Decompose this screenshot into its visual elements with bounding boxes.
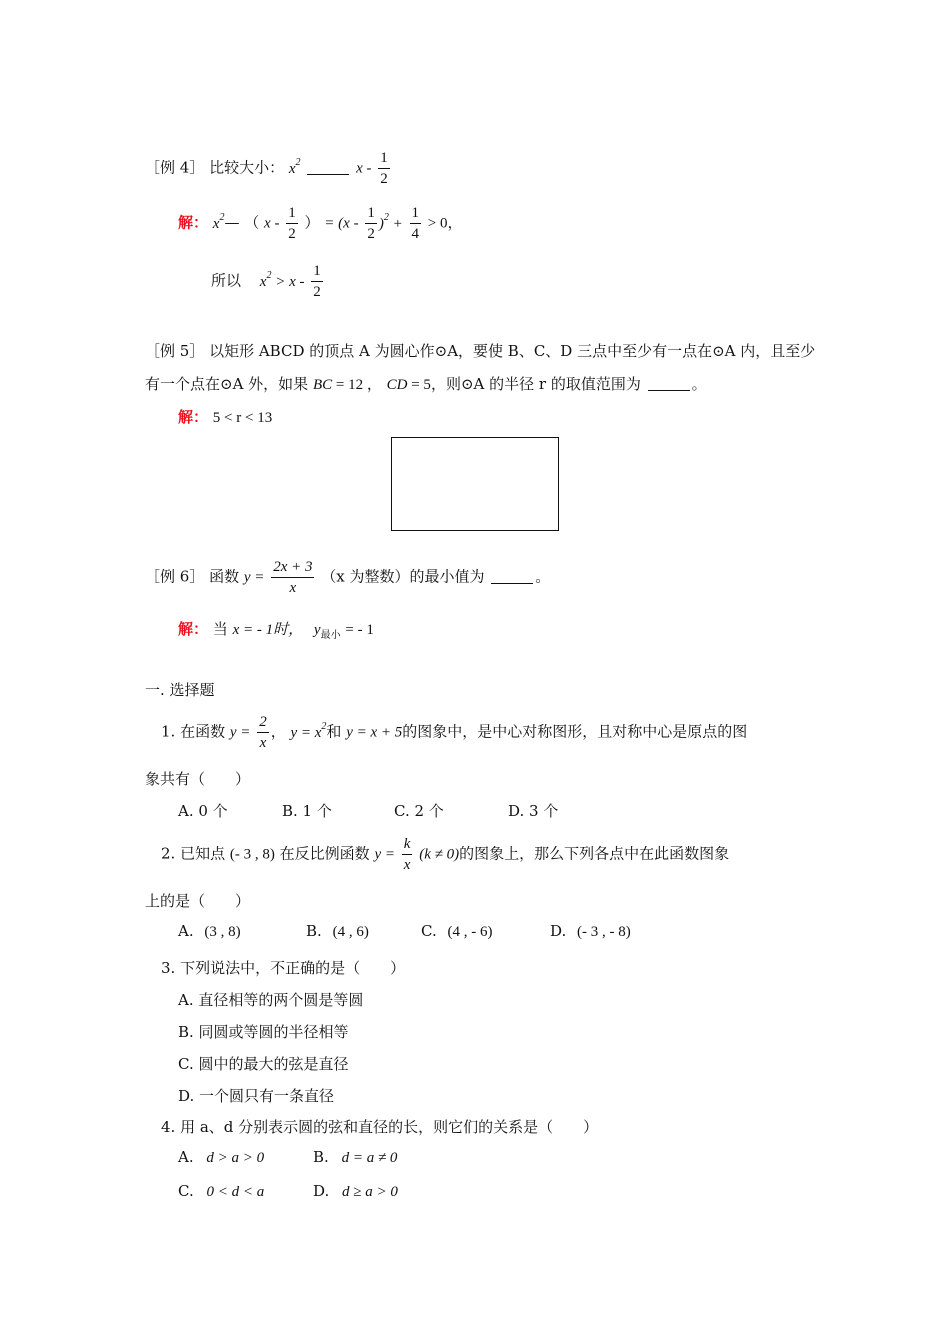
question-2-stem: 2. 已知点 (- 3 , 8) 在反比例函数 y = $\frac{k}{x}$ (k ≠ 0)的图象上，那么下列各点中在此函数图象 xyxy=(161,836,730,873)
conclusion-label: 所以 xyxy=(211,271,242,290)
question-4-option-c: C. 0 < d < a xyxy=(178,1182,265,1200)
question-1-option-b: B. 1 个 xyxy=(282,802,332,820)
example-4-question xyxy=(145,148,392,189)
fraction-k-over-x: $\frac{k}{x}$ xyxy=(403,836,411,873)
math-x-minus-half: x - xyxy=(356,160,372,177)
solution-label: 解： xyxy=(178,620,209,638)
question-3-stem: 3. 下列说法中，不正确的是（ ） xyxy=(161,959,406,977)
math-bc-12: BC xyxy=(312,377,333,393)
answer-blank xyxy=(491,569,533,584)
solution-answer: 5 < r < 13 xyxy=(212,410,273,426)
question-1-option-d: D. 3 个 xyxy=(508,802,559,820)
fraction-one-quarter: $\frac{1}{4}$ xyxy=(411,205,420,242)
question-1-option-c: C. 2 个 xyxy=(394,802,444,820)
section-title: 一. 选择题 xyxy=(145,681,215,699)
question-4-stem: 4. 用 a、d 分别表示圆的弦和直径的长，则它们的关系是（ ） xyxy=(161,1118,599,1136)
fraction-one-half: $\frac{1}{2}$ xyxy=(313,263,321,300)
fraction-one-half: $\frac{1}{2}$ xyxy=(288,205,296,242)
solution-text-b: ） xyxy=(304,213,320,232)
fraction-two-over-x: $\frac{2}{x}$ xyxy=(259,714,267,751)
solution-label: 解： xyxy=(178,408,209,426)
question-3-option-b: B. 同圆或等圆的半径相等 xyxy=(178,1023,349,1041)
example-4-solution: 解： $x^2—$ （ x - $\frac{1}{2}$ ） = (x - $\frac{1}{2}$ )$^2$ + $\frac{1}{4}$ > 0， xyxy=(178,205,463,242)
question-3-option-c: C. 圆中的最大的弦是直径 xyxy=(178,1055,349,1073)
question-2-stem-line2: 上的是（ ） xyxy=(145,892,251,910)
solution-label: 解： xyxy=(178,213,209,232)
question-3-option-a: A. 直径相等的两个圆是等圆 xyxy=(178,991,364,1009)
example-4-label: ［例 4］ 比较大小： xyxy=(145,158,285,177)
fraction-function: $\frac{2x + 3}{x}$ xyxy=(273,559,313,596)
question-4-option-d: D. d ≥ a > 0 xyxy=(313,1182,398,1200)
rectangle-figure xyxy=(391,437,559,531)
question-4-option-a: A. d > a > 0 xyxy=(178,1148,265,1166)
fraction-one-half: $\frac{1}{2}$ xyxy=(367,205,375,242)
question-2-option-b: B. (4 , 6) xyxy=(306,922,369,940)
example-5-line1: ［例 5］ 以矩形 ABCD 的顶点 A 为圆心作⊙A，要使 B、C、D 三点中至少有一点在⊙A 内，且至少 xyxy=(145,342,816,360)
math-cd-5: CD xyxy=(386,377,408,393)
math-x-squared: $x^2$ xyxy=(288,156,301,177)
question-1-stem: 1. 在函数 y = $\frac{2}{x}$ ， $y = x^2$和 y = x + 5的图象中，是中心对称图形，且对称中心是原点的图 xyxy=(161,714,748,751)
question-1-stem-line2: 象共有（ ） xyxy=(145,770,251,788)
answer-blank xyxy=(648,376,690,391)
fraction-one-half: $\frac{1}{2}$ xyxy=(380,150,388,187)
example-5-solution xyxy=(178,406,272,427)
example-5-line2: 有一个点在⊙A 外，如果 BC = 12 ， CD = 5，则⊙A 的半径 r 的取值范围为 。 xyxy=(145,375,707,393)
example-4-conclusion: 所以 $x^2 > x$ - $\frac{1}{2}$ xyxy=(211,263,321,300)
answer-blank xyxy=(307,160,349,175)
question-3-option-d: D. 一个圆只有一条直径 xyxy=(178,1087,335,1105)
question-4-option-b: B. d = a ≠ 0 xyxy=(313,1148,398,1166)
question-2-option-a: A. (3 , 8) xyxy=(178,922,241,940)
question-1-option-a: A. 0 个 xyxy=(178,802,228,820)
example-6-question: ［例 6］ 函数 y = $\frac{2x + 3}{x}$ （x 为整数）的最小值为 。 xyxy=(145,559,551,596)
question-2-option-d: D. (- 3 , - 8) xyxy=(550,922,631,940)
example-6-label: ［例 6］ 函数 xyxy=(145,567,240,586)
example-6-solution: 解： 当 x = - 1时， $y_{最小}$ = - 1 xyxy=(178,620,374,641)
question-2-option-c: C. (4 , - 6) xyxy=(421,922,493,940)
solution-text-a: — （ xyxy=(224,213,260,232)
